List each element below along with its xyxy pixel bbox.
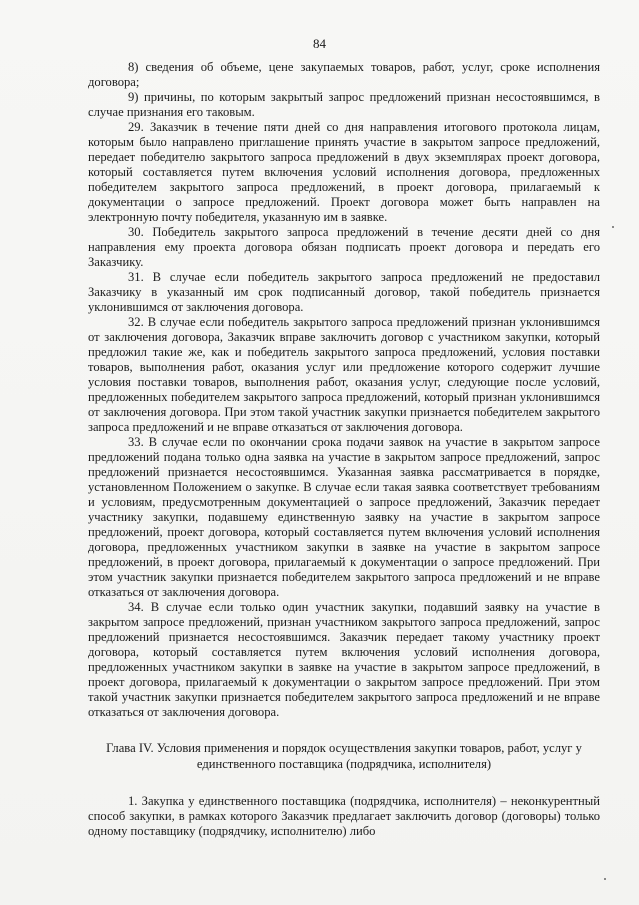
clause-33: 33. В случае если по окончании срока подачи заявок на участие в закрытом запросе предложений подана только одна заявка на участие в закрытом запросе предложений, запрос предложений признается несостоявшимся. Указанная заявка рассматривается в порядке, установленном Положением о закупке. В случае если такая заявка соответствует требованиям и условиям, предусмотренным документацией о запросе предложений, Заказчик передает участнику закупки, подавшему единственную заявку на участие в закрытом запросе предложений, проект договора, который составляется путем включения условий исполнения договора, предложенных участником закупки в заявке на участие в закрытом запросе предложений, в проект договора, прилагаемый к документации о запросе предложений. При этом участник закупки признается победителем закрытого запроса предложений и не вправе отказаться от заключения договора. — [88, 435, 600, 599]
list-item-9: 9) причины, по которым закрытый запрос предложений признан несостоявшимся, в случае признания его таковым. — [88, 90, 600, 119]
clause-32: 32. В случае если победитель закрытого запроса предложений признан уклонившимся от заключения договора, Заказчик вправе заключить договор с участником закупки, который предложил такие же, как и победитель закрытого запроса предложений, условия поставки товаров, выполнения работ, оказания услуг или предложение которого содержит лучшие условия поставки товаров, выполнения работ, оказания услуг, следующие после условий, предложенных победителем закрытого запроса предложений, который признан уклонившимся от заключения договора. При этом такой участник закупки признается победителем закрытого запроса предложений и не вправе отказаться от заключения договора. — [88, 315, 600, 434]
list-item-8: 8) сведения об объеме, цене закупаемых товаров, работ, услуг, сроке исполнения договора; — [88, 60, 600, 89]
clause-1: 1. Закупка у единственного поставщика (подрядчика, исполнителя) – неконкурентный способ закупки, в рамках которого Заказчик предлагает заключить договор (договоры) только одному поставщику (подрядчику, исполнителю) либо — [88, 794, 600, 838]
clause-31: 31. В случае если победитель закрытого запроса предложений не предоставил Заказчику в указанный им срок подписанный договор, такой победитель признается уклонившимся от заключения договора. — [88, 270, 600, 314]
scan-speck — [612, 226, 614, 228]
document-body — [88, 60, 600, 839]
scan-speck — [604, 878, 606, 880]
clause-34: 34. В случае если только один участник закупки, подавший заявку на участие в закрытом запросе предложений, признан участником закрытого запроса предложений, запрос предложений признается несостоявшимся. Заказчик передает такому участнику проект договора, который составляется путем включения условий исполнения договора, предложенных участником закупки в заявке на участие в закрытом запросе предложений, в проект договора, прилагаемый к документации о закрытом запросе предложений. При этом такой участник закупки признается победителем закрытого запроса предложений и не вправе отказаться от заключения договора. — [88, 600, 600, 719]
section-spacer — [88, 772, 600, 794]
chapter-heading: Глава IV. Условия применения и порядок осуществления закупки товаров, работ, услуг у единственного поставщика (подрядчика, исполнителя) — [106, 741, 582, 771]
page-number: 84 — [313, 36, 326, 51]
clause-30: 30. Победитель закрытого запроса предложений в течение десяти дней со дня направления ему проекта договора обязан подписать проект договора и передать его Заказчику. — [88, 225, 600, 269]
clause-29: 29. Заказчик в течение пяти дней со дня направления итогового протокола лицам, которым было направлено приглашение принять участие в закрытом запросе предложений, передает победителю закрытого запроса предложений в двух экземплярах проект договора, который составляется путем включения условий исполнения договора, предложенных победителем закрытого запроса предложений, в проект договора, прилагаемый к документации о запросе предложений. Проект договора может быть направлен на электронную почту победителя, указанную им в заявке. — [88, 120, 600, 224]
